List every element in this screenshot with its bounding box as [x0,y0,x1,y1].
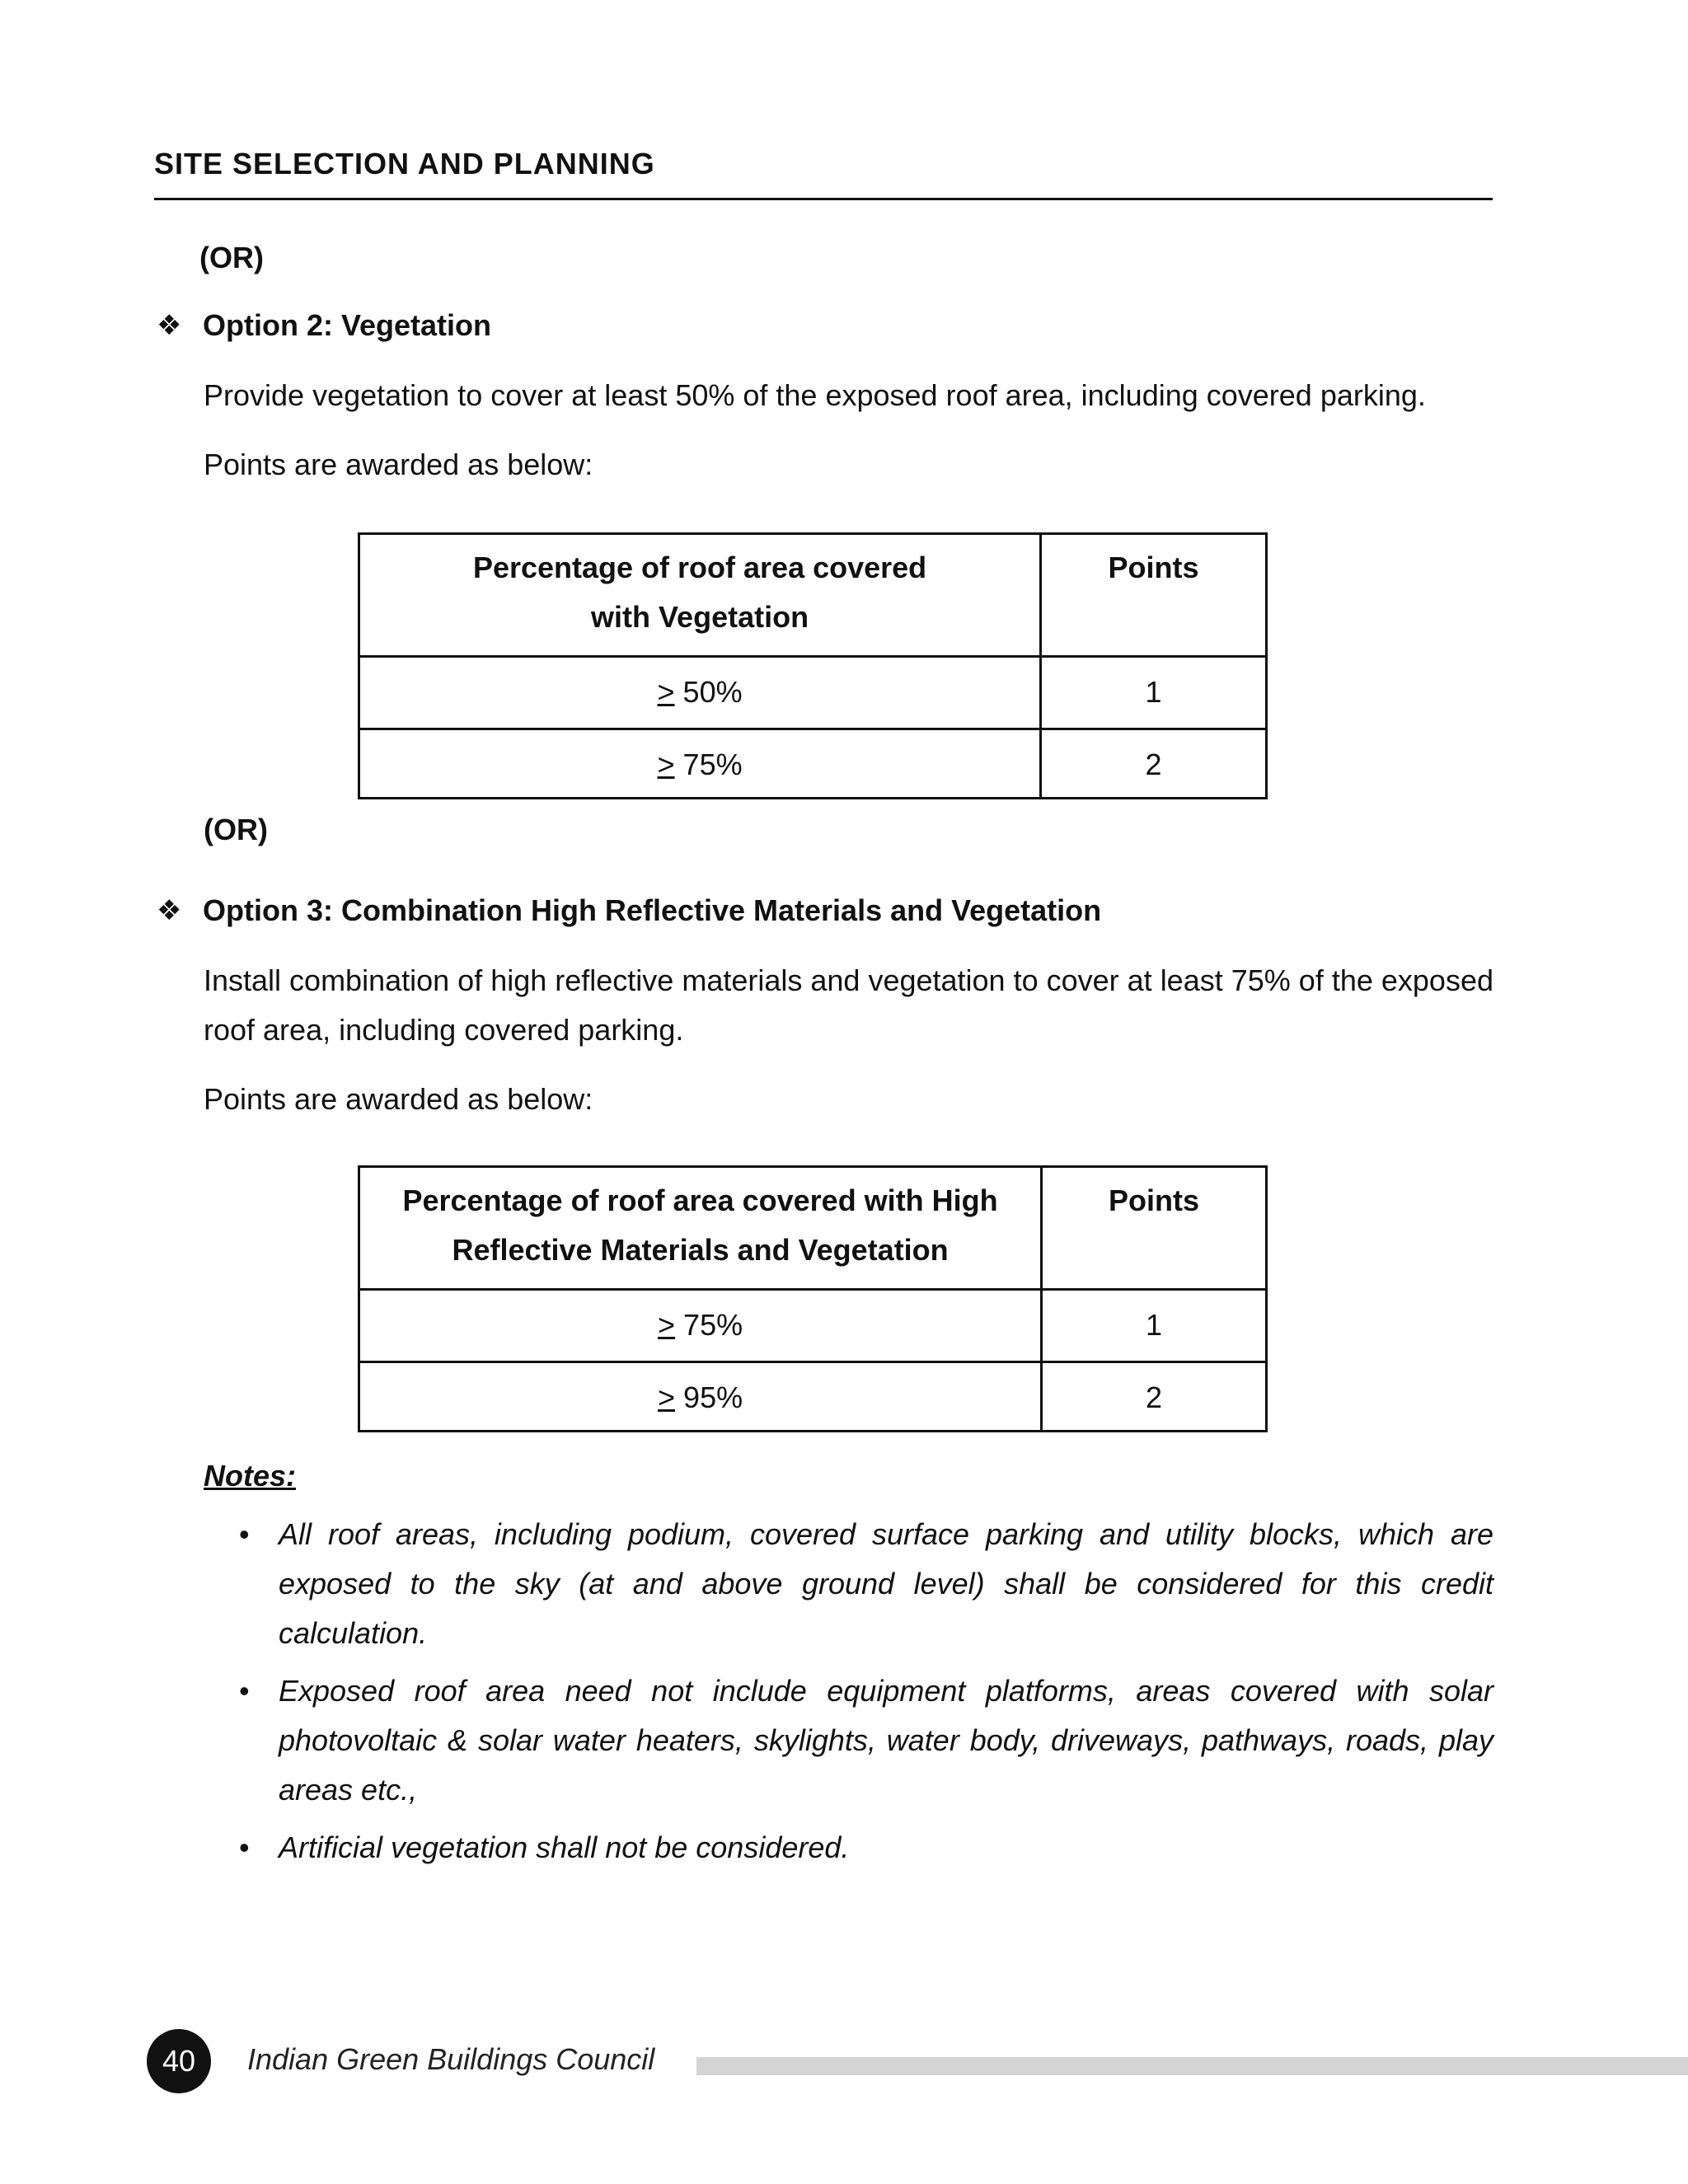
list-item: • All roof areas, including podium, covered surface parking and utility blocks, which are exposed to the sky (at and above ground level) shall be considered for this credit calculation. [239,1510,1493,1658]
diamond-bullet-icon: ❖ [157,310,182,341]
diamond-bullet-icon: ❖ [157,895,182,926]
list-item: • Artificial vegetation shall not be considered. [239,1823,1493,1872]
footer-organization: Indian Green Buildings Council [247,2042,655,2076]
option-2-points-table [358,532,1268,799]
table-cell-points: 2 [1042,1362,1267,1432]
section-header-title: SITE SELECTION AND PLANNING [154,147,655,180]
page-number-badge: 40 [147,2029,211,2093]
table-cell-percentage: > 50% [359,657,1041,729]
option-3-points-table [358,1165,1268,1432]
table-row [359,1362,1267,1432]
table-header-row [359,534,1267,657]
table-cell-percentage: > 95% [359,1362,1042,1432]
list-item: • Exposed roof area need not include equipment platforms, areas covered with solar photovoltaic & solar water heaters, skylights, water body, driveways, pathways, roads, play areas etc., [239,1666,1493,1815]
table-row [359,1290,1267,1362]
option-2-points-intro: Points are awarded as below: [204,448,593,481]
option-2-description: Provide vegetation to cover at least 50% of the exposed roof area, including covered parking. [204,378,1426,412]
table-cell-points: 2 [1041,729,1267,799]
table-row [359,729,1267,799]
notes-list [239,1510,1493,1881]
notes-title: Notes: [204,1459,297,1493]
or-separator-middle: (OR) [204,813,268,846]
table-header-percentage: Percentage of roof area covered with High Reflective Materials and Vegetation [359,1167,1042,1290]
option-2-heading [157,308,491,343]
footer-bar [696,2057,1688,2075]
option-2-title: Option 2: Vegetation [203,308,492,342]
table-header-percentage: Percentage of roof area covered with Vegetation [359,534,1041,657]
or-separator-top: (OR) [199,241,264,274]
table-header-points: Points [1041,534,1267,657]
table-cell-percentage: > 75% [359,729,1041,799]
table-cell-percentage: > 75% [359,1290,1042,1362]
option-3-heading [157,893,1101,928]
table-cell-points: 1 [1041,657,1267,729]
table-row [359,657,1267,729]
table-header-row [359,1167,1267,1290]
header-divider [154,198,1493,200]
option-3-title: Option 3: Combination High Reflective Materials and Vegetation [203,893,1102,927]
table-cell-points: 1 [1042,1290,1267,1362]
option-3-description: Install combination of high reflective materials and vegetation to cover at least 75% of the exposed roof area, including covered parking. [204,963,1493,1047]
option-3-points-intro: Points are awarded as below: [204,1082,593,1116]
table-header-points: Points [1042,1167,1267,1290]
